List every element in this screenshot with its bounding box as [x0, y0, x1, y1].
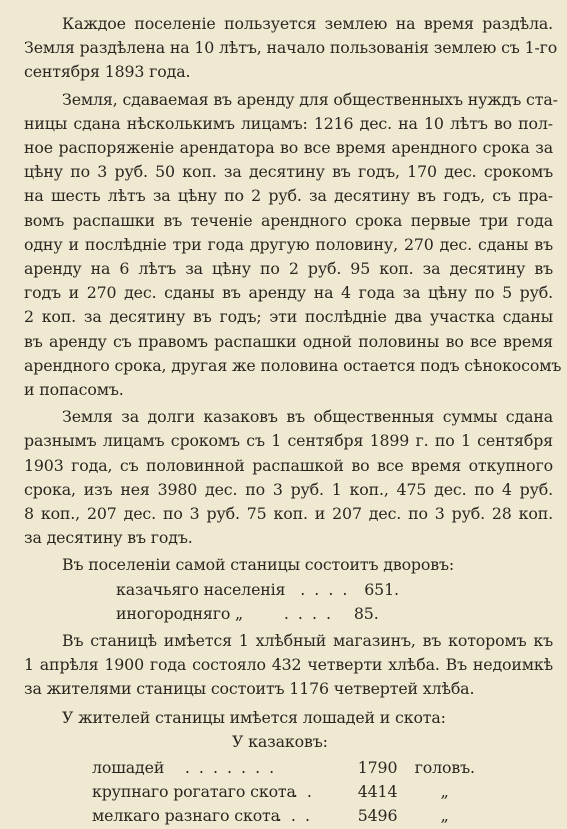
paragraph-lease	[24, 88, 562, 403]
text-line: 2 коп. за десятину въ годъ; эти послѣдніе два участка сданы	[24, 307, 553, 327]
row-label: мелкаго разнаго скота	[92, 806, 280, 826]
text-line: 8 коп., 207 дес. по 3 руб. 75 коп. и 207 дес. по 3 руб. 28 коп.	[24, 504, 553, 524]
row-value: 651.	[364, 579, 399, 599]
paragraph-households	[24, 553, 553, 577]
row-value: 85.	[353, 603, 379, 623]
livestock-row	[24, 780, 553, 804]
leader-dots: . . .	[276, 806, 312, 826]
paragraph-land-use	[24, 12, 558, 85]
leader-dots: . . . .	[283, 603, 334, 623]
text-line: 1903 года, съ половинной распашкой во все время откупного	[24, 455, 553, 475]
paragraph-debts	[24, 405, 553, 550]
text-line: ницы сдана нѣсколькимъ лицамъ: 1216 дес. на 10 лѣтъ во пол-	[24, 113, 553, 133]
text-line: 1 апрѣля 1900 года состояло 432 четверти хлѣба. Въ недоимкѣ	[24, 655, 553, 675]
text-line: за жителями станицы состоитъ 1176 четвертей хлѣба.	[24, 679, 475, 699]
livestock-row	[24, 756, 553, 780]
text-line: сентября 1893 года.	[24, 62, 191, 82]
text-line: Земля, сдаваемая въ аренду для общественныхъ нуждъ ста-	[62, 89, 558, 109]
row-value: 5496	[357, 806, 398, 826]
row-value: 4414	[357, 782, 398, 802]
row-value: 1790	[357, 758, 398, 778]
text-line: ное распоряженіе арендатора во все время арендного срока за	[24, 138, 553, 158]
text-line: вомъ распашки въ теченіе арендного срока первые три года	[24, 210, 553, 230]
text-line: У жителей станицы имѣется лошадей и скота:	[62, 707, 446, 727]
text-line: арендного срока, другая же половина остается подъ сѣнокосомъ	[24, 355, 562, 375]
row-label: лошадей	[92, 758, 165, 778]
text-line: за десятину въ годъ.	[24, 528, 193, 548]
text-line: въ аренду съ правомъ распашки одной половины во все время	[24, 331, 553, 351]
leader-dots: . .	[292, 782, 314, 802]
text-line: Земля за долги казаковъ въ общественныя суммы сдана	[62, 407, 553, 427]
text-line: одну и послѣдніе три года другую половину, 270 дес. сданы въ	[24, 234, 553, 254]
row-label: иногородняго „	[116, 603, 244, 623]
row-label: крупнаго рогатаго скота	[92, 782, 296, 802]
text-line: цѣну по 3 руб. 50 коп. за десятину въ годъ, 170 дес. срокомъ	[24, 162, 553, 182]
livestock-heading: У казаковъ:	[232, 731, 328, 751]
row-unit: головъ.	[414, 758, 475, 778]
households-row	[24, 578, 553, 602]
text-line: разнымъ лицамъ срокомъ съ 1 сентября 1899 г. по 1 сентября	[24, 431, 553, 451]
text-line: Въ поселеніи самой станицы состоитъ дворовъ:	[62, 555, 455, 575]
livestock-row	[24, 804, 553, 828]
row-unit: „	[440, 782, 449, 802]
households-table	[24, 578, 553, 626]
text-line: на шесть лѣтъ за цѣну по 2 руб. за десятину въ годъ, съ пра-	[24, 186, 553, 206]
livestock-table	[24, 756, 553, 829]
row-unit: „	[440, 806, 449, 826]
text-line: годъ и 270 дес. сданы въ аренду на 4 года за цѣну по 5 руб.	[24, 283, 553, 303]
text-line: Каждое поселеніе пользуется землею на время раздѣла.	[62, 14, 553, 33]
households-row	[24, 602, 553, 626]
leader-dots: . . . .	[300, 579, 350, 599]
text-line: аренду на 6 лѣтъ за цѣну по 2 руб. 95 коп. за десятину въ	[24, 259, 553, 279]
text-line: Земля раздѣлена на 10 лѣтъ, начало пользованія землею съ 1-го	[24, 38, 558, 58]
row-label: казачьяго населенія	[116, 579, 286, 599]
paragraph-granary	[24, 629, 553, 702]
text-line: Въ станицѣ имѣется 1 хлѣбный магазинъ, въ которомъ къ	[62, 631, 553, 651]
leader-dots: . . . . . . .	[184, 758, 277, 778]
paragraph-livestock	[24, 706, 553, 730]
text-line: и попасомъ.	[24, 380, 124, 400]
text-line: срока, изъ нея 3980 дес. по 3 руб. 1 коп., 475 дес. по 4 руб.	[24, 479, 553, 499]
